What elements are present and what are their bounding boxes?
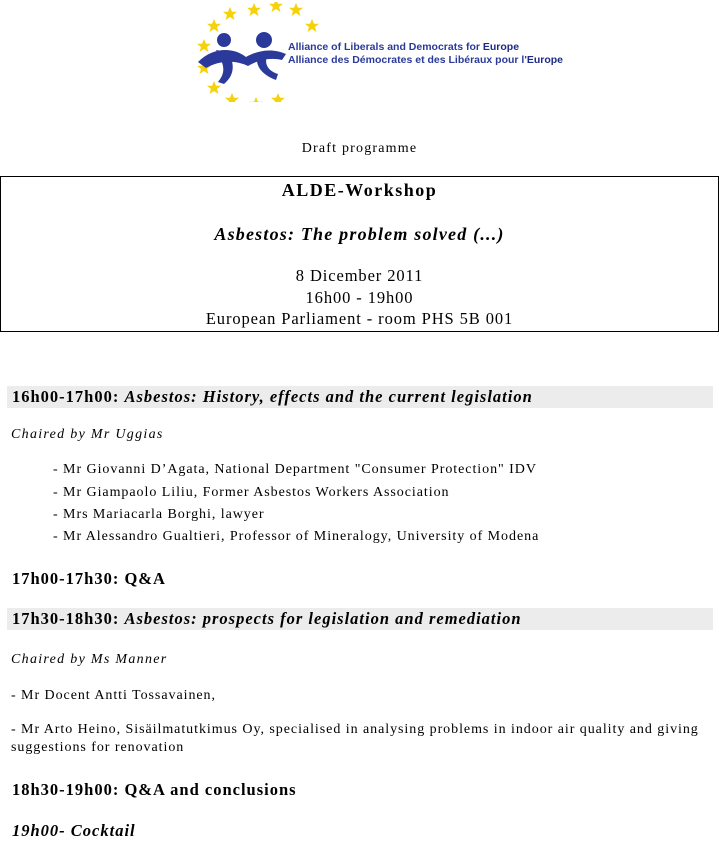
draft-label: Draft programme xyxy=(301,141,418,156)
session1-title: Asbestos: History, effects and the current legislation xyxy=(124,387,533,406)
workshop-subtitle: Asbestos: The problem solved (...) xyxy=(214,224,505,244)
session2-heading xyxy=(12,609,522,629)
workshop-venue: European Parliament - room PHS 5B 001 xyxy=(205,309,514,328)
qa1-heading: 17h00-17h30: Q&A xyxy=(12,569,166,588)
workshop-time: 16h00 - 19h00 xyxy=(305,288,414,307)
speaker: - Mr Alessandro Gualtieri, Professor of Mineralogy, University of Modena xyxy=(53,529,540,544)
speaker: - Mr Giovanni D’Agata, National Department "Consumer Protection" IDV xyxy=(53,462,537,477)
speaker: - Mr Docent Antti Tossavainen, xyxy=(11,688,216,703)
speaker: - Mrs Mariacarla Borghi, lawyer xyxy=(53,507,265,522)
session2-title: Asbestos: prospects for legislation and remediation xyxy=(124,609,522,628)
workshop-date: 8 Dicember 2011 xyxy=(295,266,424,285)
session2-time: 17h30-18h30: xyxy=(12,609,125,628)
speaker: - Mr Arto Heino, Sisäilmatutkimus Oy, specialised in analysing problems in indoor air quality and giving suggestions for renovation xyxy=(11,722,699,755)
logo-line2-bold: Europe xyxy=(526,54,564,66)
logo-text-english xyxy=(288,41,519,53)
cocktail-heading: 19h00- Cocktail xyxy=(12,821,136,840)
speaker: - Mr Giampaolo Liliu, Former Asbestos Workers Association xyxy=(53,485,450,500)
session1-heading xyxy=(12,387,533,407)
session1-chair: Chaired by Mr Uggias xyxy=(11,427,164,442)
qa2-heading: 18h30-19h00: Q&A and conclusions xyxy=(12,780,297,799)
logo-line2: Alliance des Démocrates et des Libéraux pour l' xyxy=(288,54,527,66)
logo-line1-bold: Europe xyxy=(482,41,520,53)
workshop-title: ALDE-Workshop xyxy=(281,180,438,200)
logo-line1: Alliance of Liberals and Democrats for xyxy=(288,41,483,53)
session2-chair: Chaired by Ms Manner xyxy=(11,652,168,667)
session1-time: 16h00-17h00: xyxy=(12,387,125,406)
logo-text-french xyxy=(288,54,563,66)
